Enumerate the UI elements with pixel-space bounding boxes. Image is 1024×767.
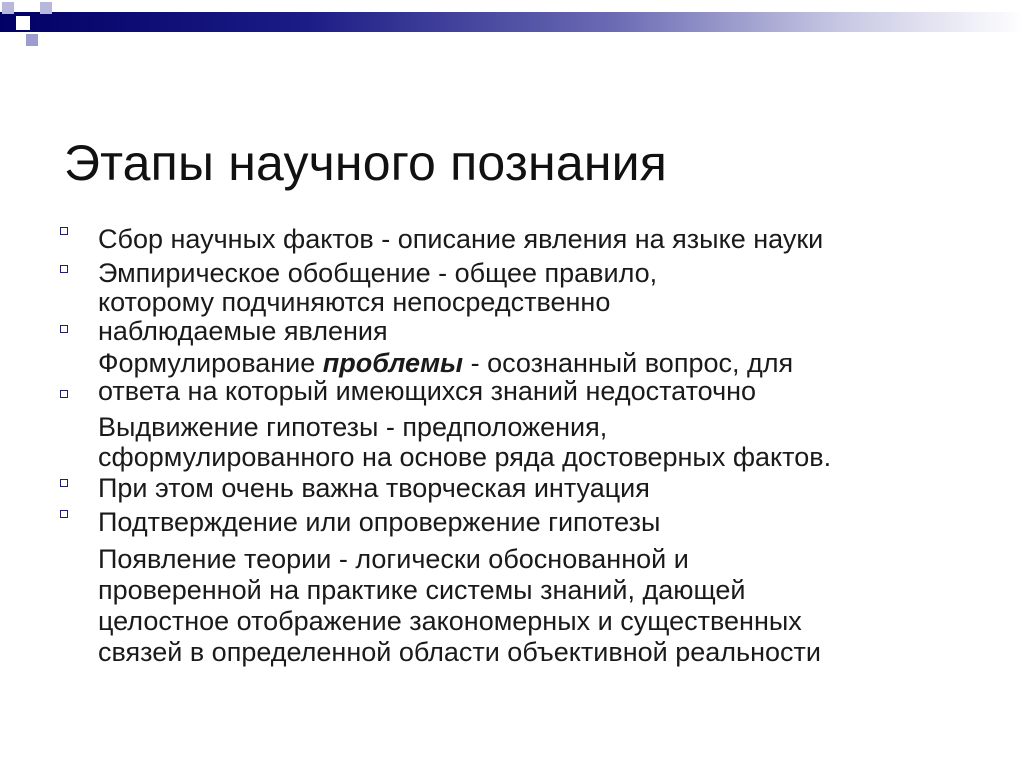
bullet-list xyxy=(60,0,1000,767)
hollow-square-bullet-icon xyxy=(60,265,68,273)
list-item: Сбор научных фактов - описание явления на языке науки xyxy=(98,224,824,254)
hollow-square-bullet-icon xyxy=(60,479,68,487)
hollow-square-bullet-icon xyxy=(60,510,68,518)
list-item: которому подчиняются непосредственно xyxy=(98,287,611,317)
decor-square xyxy=(16,16,30,30)
list-item: ответа на который имеющихся знаний недостаточно xyxy=(98,376,757,406)
decor-square xyxy=(26,34,38,46)
list-item: Появление теории - логически обоснованной и xyxy=(98,544,689,574)
decor-square xyxy=(40,2,52,14)
list-item: наблюдаемые явления xyxy=(98,316,388,346)
list-item: Эмпирическое обобщение - общее правило, xyxy=(98,258,658,288)
list-item: связей в определенной области объективной реальности xyxy=(98,637,821,667)
list-item: проверенной на практике системы знаний, дающей xyxy=(98,575,746,605)
list-item: Подтверждение или опровержение гипотезы xyxy=(98,507,661,537)
list-item: целостное отображение закономерных и существенных xyxy=(98,606,802,636)
list-item: сформулированного на основе ряда достоверных фактов. xyxy=(98,442,832,472)
list-item-text: - осознанный вопрос, для xyxy=(470,348,794,378)
decor-square xyxy=(2,2,14,14)
slide-title: Этапы научного познания xyxy=(64,134,668,191)
list-item xyxy=(98,348,793,378)
hollow-square-bullet-icon xyxy=(60,227,68,235)
hollow-square-bullet-icon xyxy=(60,390,68,398)
list-item-text: Формулирование xyxy=(98,348,316,378)
hollow-square-bullet-icon xyxy=(60,325,68,333)
list-item: При этом очень важна творческая интуация xyxy=(98,473,650,503)
list-item: Выдвижение гипотезы - предположения, xyxy=(98,412,608,442)
decor-square xyxy=(0,34,10,44)
emphasis-text: проблемы xyxy=(322,348,464,378)
